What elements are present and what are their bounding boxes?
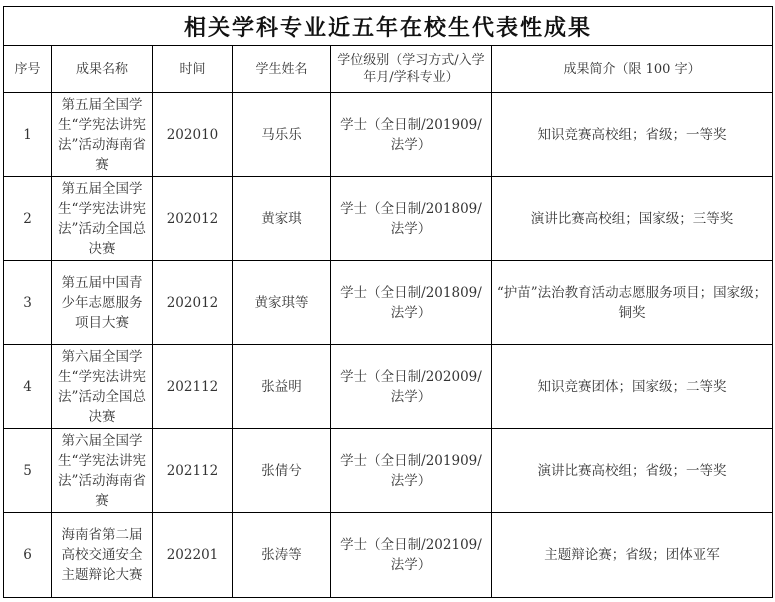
cell-name xyxy=(52,345,153,429)
cell-name-text: 第五届全国学生“学宪法讲宪法”活动海南省赛 xyxy=(58,96,146,173)
cell-degree xyxy=(331,93,492,177)
cell-time: 202201 xyxy=(153,513,233,598)
cell-summary-text: 知识竞赛高校组；省级；一等奖 xyxy=(537,126,727,143)
cell-time: 202112 xyxy=(153,345,233,429)
cell-summary-text: 主题辩论赛；省级；团体亚军 xyxy=(544,547,720,563)
cell-no: 4 xyxy=(4,345,52,429)
cell-name-text: 第五届中国青少年志愿服务项目大赛 xyxy=(61,274,143,331)
title-row xyxy=(4,7,773,46)
header-name: 成果名称 xyxy=(52,46,153,93)
cell-summary xyxy=(492,429,773,513)
header-degree xyxy=(331,46,492,93)
cell-summary-text: 演讲比赛高校组；省级；一等奖 xyxy=(537,462,727,479)
cell-name-text: 第五届全国学生“学宪法讲宪法”活动全国总决赛 xyxy=(58,180,146,257)
cell-name xyxy=(52,93,153,177)
cell-time: 202012 xyxy=(153,261,233,345)
cell-summary-text: 演讲比赛高校组；国家级；三等奖 xyxy=(530,210,734,227)
header-student: 学生姓名 xyxy=(233,46,331,93)
cell-degree xyxy=(331,261,492,345)
cell-name xyxy=(52,429,153,513)
cell-summary-text: 知识竞赛团体；国家级；二等奖 xyxy=(537,378,727,395)
achievements-table xyxy=(3,6,773,598)
cell-time: 202112 xyxy=(153,429,233,513)
table-row xyxy=(4,429,773,513)
cell-degree-text: 学士（全日制/201909/法学） xyxy=(340,452,482,489)
cell-student: 马乐乐 xyxy=(233,93,331,177)
table-row xyxy=(4,513,773,598)
cell-name-text: 海南省第二届高校交通安全主题辩论大赛 xyxy=(61,527,143,583)
cell-student: 张益明 xyxy=(233,345,331,429)
cell-degree xyxy=(331,513,492,598)
cell-no: 1 xyxy=(4,93,52,177)
cell-degree xyxy=(331,345,492,429)
cell-summary xyxy=(492,177,773,261)
cell-summary xyxy=(492,513,773,598)
cell-summary xyxy=(492,345,773,429)
cell-no: 5 xyxy=(4,429,52,513)
cell-degree xyxy=(331,177,492,261)
cell-time: 202010 xyxy=(153,93,233,177)
table-row xyxy=(4,345,773,429)
header-degree-text: 学位级别（学习方式/入学年月/学科专业） xyxy=(337,53,485,85)
cell-name xyxy=(52,261,153,345)
cell-student: 黄家琪 xyxy=(233,177,331,261)
cell-student: 黄家琪等 xyxy=(233,261,331,345)
cell-degree-text: 学士（全日制/202109/法学） xyxy=(340,537,482,573)
cell-no: 6 xyxy=(4,513,52,598)
cell-summary xyxy=(492,261,773,345)
cell-name xyxy=(52,177,153,261)
header-time: 时间 xyxy=(153,46,233,93)
cell-no: 2 xyxy=(4,177,52,261)
cell-name-text: 第六届全国学生“学宪法讲宪法”活动海南省赛 xyxy=(58,432,146,509)
table-row xyxy=(4,261,773,345)
cell-name-text: 第六届全国学生“学宪法讲宪法”活动全国总决赛 xyxy=(58,348,146,425)
cell-student: 张涛等 xyxy=(233,513,331,598)
cell-name xyxy=(52,513,153,598)
table-title: 相关学科专业近五年在校生代表性成果 xyxy=(4,7,773,46)
cell-degree-text: 学士（全日制/201809/法学） xyxy=(340,284,482,321)
cell-degree xyxy=(331,429,492,513)
cell-degree-text: 学士（全日制/201809/法学） xyxy=(340,200,482,237)
cell-student: 张倩兮 xyxy=(233,429,331,513)
cell-no: 3 xyxy=(4,261,52,345)
header-summary: 成果简介（限 100 字） xyxy=(492,46,773,93)
cell-summary xyxy=(492,93,773,177)
header-no: 序号 xyxy=(4,46,52,93)
cell-degree-text: 学士（全日制/202009/法学） xyxy=(340,368,482,405)
header-row xyxy=(4,46,773,93)
table-row xyxy=(4,93,773,177)
cell-time: 202012 xyxy=(153,177,233,261)
table-row xyxy=(4,177,773,261)
cell-summary-text: “护苗”法治教育活动志愿服务项目；国家级；铜奖 xyxy=(496,284,768,321)
cell-degree-text: 学士（全日制/201909/法学） xyxy=(340,116,482,153)
